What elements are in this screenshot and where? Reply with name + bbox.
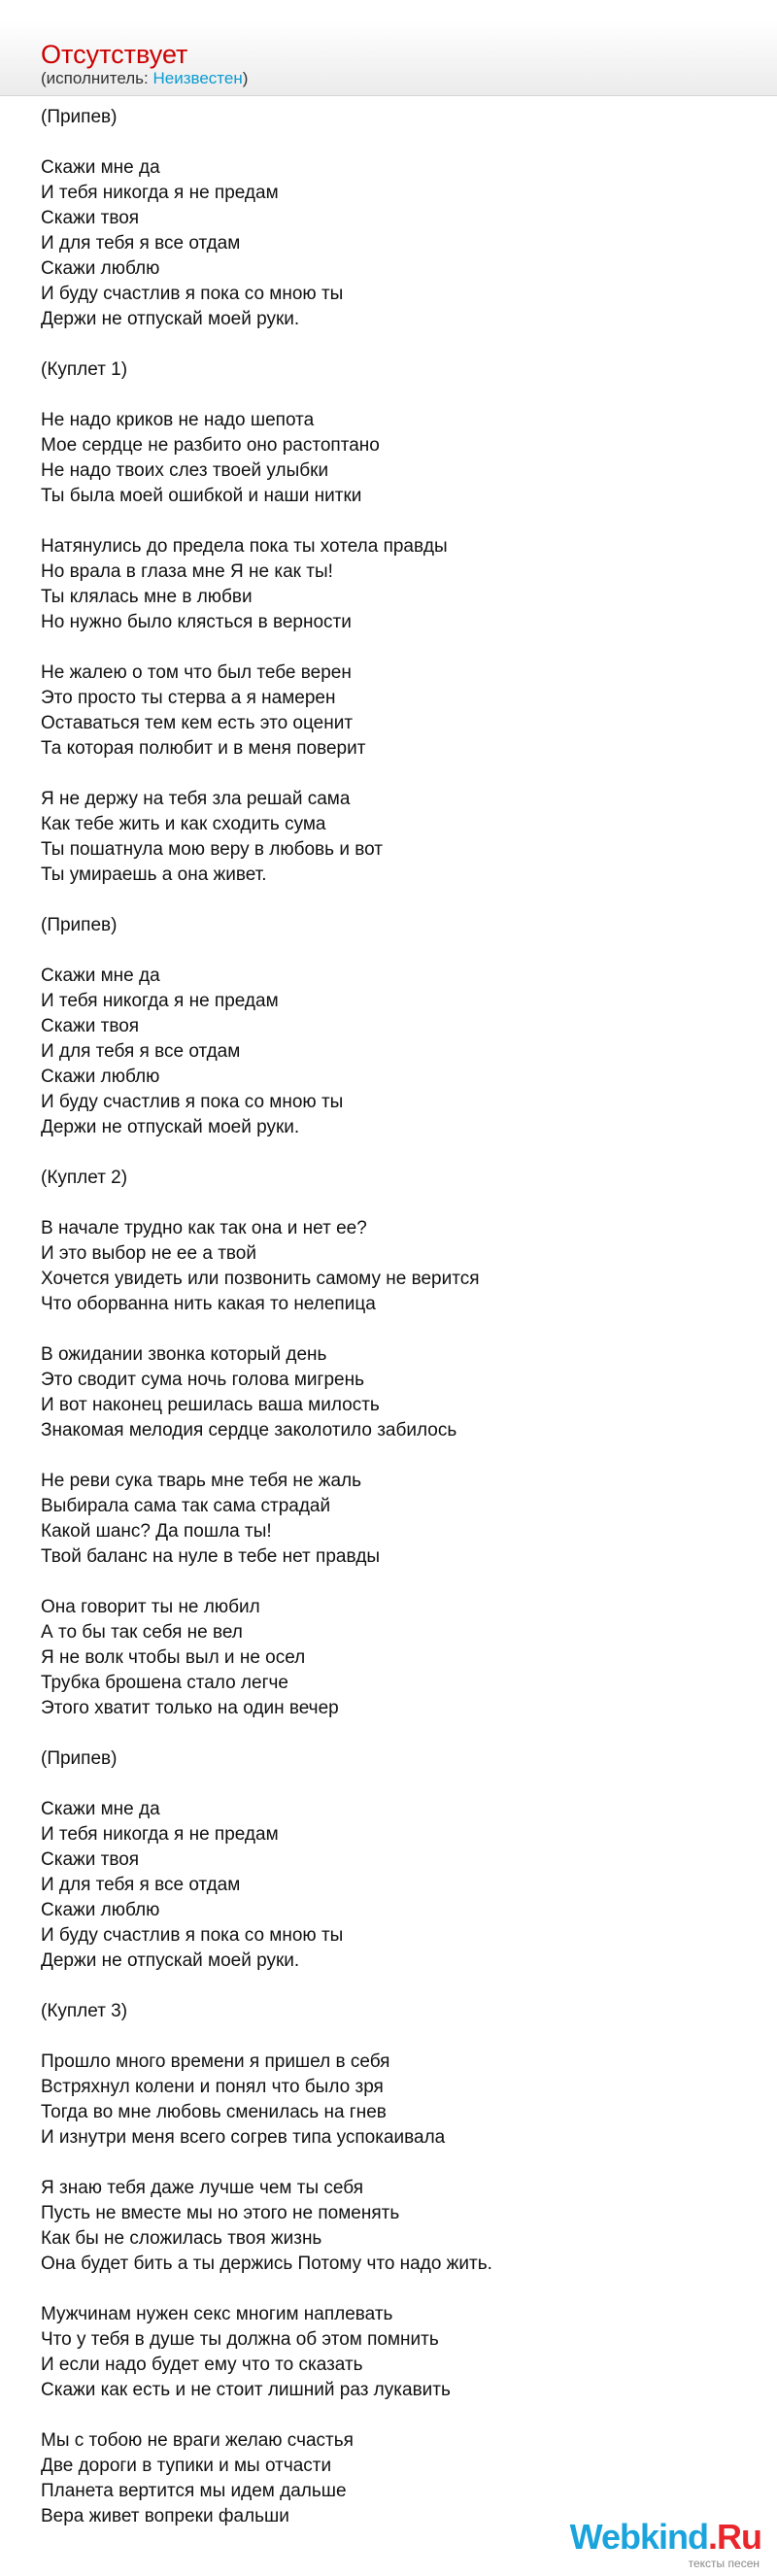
lyric-blank-line: [41, 1317, 760, 1342]
lyric-line: Я знаю тебя даже лучше чем ты себя: [41, 2178, 364, 2198]
logo-wordmark: [570, 2518, 761, 2557]
lyric-line: Это просто ты стерва а я намерен: [41, 688, 336, 708]
lyric-line: Мое сердце не разбито оно растоптано: [41, 435, 380, 456]
lyric-line: Скажи твоя: [41, 1016, 140, 1036]
lyric-line: Это сводит сума ночь голова мигрень: [41, 1370, 365, 1390]
lyric-line: Тогда во мне любовь сменилась на гнев: [41, 2102, 387, 2122]
lyric-line: Не жалею о том что был тебе верен: [41, 662, 352, 683]
lyric-line: Что у тебя в душе ты должна об этом помнить: [41, 2329, 439, 2350]
lyric-line: Скажи твоя: [41, 1849, 140, 1870]
lyric-blank-line: [41, 130, 760, 155]
lyric-line: Скажи мне да: [41, 1799, 160, 1819]
lyric-line: И это выбор не ее а твой: [41, 1243, 256, 1264]
logo-main-text: Webkind: [569, 2517, 708, 2557]
lyric-blank-line: [41, 2403, 760, 2428]
lyric-line: (Куплет 1): [41, 359, 128, 380]
lyric-line: Ты была моей ошибкой и наши нитки: [41, 486, 362, 506]
lyric-line: Мы с тобою не враги желаю счастья: [41, 2430, 354, 2451]
lyric-line: Но врала в глаза мне Я не как ты!: [41, 561, 333, 582]
logo-subtitle: тексты песен: [688, 2557, 760, 2570]
lyric-blank-line: [41, 635, 760, 661]
lyric-line: И буду счастлив я пока со мною ты: [41, 1092, 344, 1112]
lyric-line: (Припев): [41, 1748, 118, 1769]
lyric-line: Ты пошатнула мою веру в любовь и вот: [41, 839, 383, 860]
lyric-line: Скажи мне да: [41, 966, 160, 986]
lyric-line: Не реви сука тварь мне тебя не жаль: [41, 1471, 362, 1491]
lyric-line: Две дороги в тупики и мы отчасти: [41, 2456, 332, 2476]
lyric-line: Не надо твоих слез твоей улыбки: [41, 460, 329, 481]
lyric-line: Оставаться тем кем есть это оценит: [41, 713, 354, 733]
lyric-line: И вот наконец решилась ваша милость: [41, 1395, 380, 1415]
lyric-line: Держи не отпускай моей руки.: [41, 1117, 300, 1137]
lyric-line: Знакомая мелодия сердце заколотило забилось: [41, 1420, 457, 1441]
lyric-blank-line: [41, 938, 760, 964]
lyric-line: Скажи люблю: [41, 258, 160, 279]
lyric-line: Какой шанс? Да пошла ты!: [41, 1521, 272, 1542]
lyric-line: Скажи твоя: [41, 208, 140, 228]
lyric-blank-line: [41, 509, 760, 534]
lyric-line: (Припев): [41, 915, 118, 935]
lyric-blank-line: [41, 1772, 760, 1797]
lyric-line: Хочется увидеть или позвонить самому не верится: [41, 1269, 480, 1289]
lyric-line: Что оборванна нить какая то нелепица: [41, 1294, 376, 1314]
lyric-blank-line: [41, 2151, 760, 2176]
lyric-line: Скажи как есть и не стоит лишний раз лукавить: [41, 2380, 451, 2400]
lyric-line: Вера живет вопреки фальши: [41, 2506, 289, 2526]
lyric-line: Я не волк чтобы выл и не осел: [41, 1647, 306, 1668]
lyric-line: Скажи люблю: [41, 1067, 160, 1087]
lyric-line: И тебя никогда я не предам: [41, 991, 279, 1011]
lyric-line: Она будет бить а ты держись Потому что надо жить.: [41, 2254, 492, 2274]
lyric-line: Она говорит ты не любил: [41, 1597, 260, 1617]
lyric-line: Но нужно было клясться в верности: [41, 612, 352, 632]
lyric-line: Встряхнул колени и понял что было зря: [41, 2077, 384, 2097]
lyric-blank-line: [41, 762, 760, 787]
lyric-line: Твой баланс на нуле в тебе нет правды: [41, 1546, 381, 1567]
lyric-line: Держи не отпускай моей руки.: [41, 1950, 300, 1971]
lyric-line: И для тебя я все отдам: [41, 1875, 241, 1895]
lyric-line: Ты умираешь а она живет.: [41, 864, 267, 885]
logo-domain-text: .Ru: [708, 2517, 761, 2557]
lyric-line: И если надо будет ему что то сказать: [41, 2355, 363, 2375]
lyric-line: Выбирала сама так сама страдай: [41, 1496, 331, 1516]
lyric-blank-line: [41, 332, 760, 357]
lyric-line: Я не держу на тебя зла решай сама: [41, 789, 351, 809]
lyric-blank-line: [41, 1570, 760, 1595]
lyric-line: Не надо криков не надо шепота: [41, 410, 315, 430]
lyric-blank-line: [41, 888, 760, 913]
performer-suffix: ): [242, 69, 249, 87]
lyric-line: (Куплет 2): [41, 1168, 128, 1188]
lyric-line: (Припев): [41, 107, 118, 127]
lyric-blank-line: [41, 1721, 760, 1746]
lyric-blank-line: [41, 2277, 760, 2302]
lyric-line: Как бы не сложилась твоя жизнь: [41, 2228, 322, 2249]
lyric-line: И для тебя я все отдам: [41, 233, 241, 254]
lyric-line: Натянулись до предела пока ты хотела правды: [41, 536, 448, 557]
lyrics-text: [41, 105, 760, 2529]
lyric-line: И тебя никогда я не предам: [41, 183, 279, 203]
lyric-line: И тебя никогда я не предам: [41, 1824, 279, 1845]
lyric-line: (Куплет 3): [41, 2001, 128, 2021]
lyric-line: И буду счастлив я пока со мною ты: [41, 284, 344, 304]
lyric-line: Трубка брошена стало легче: [41, 1673, 288, 1693]
lyric-line: Пусть не вместе мы но этого не поменять: [41, 2203, 400, 2223]
lyric-line: И для тебя я все отдам: [41, 1041, 241, 1062]
lyric-blank-line: [41, 1443, 760, 1469]
lyric-line: Планета вертится мы идем дальше: [41, 2481, 347, 2501]
lyric-line: Скажи мне да: [41, 157, 160, 178]
performer-prefix: (исполнитель:: [41, 69, 153, 87]
lyric-line: Скажи люблю: [41, 1900, 160, 1920]
lyric-line: Прошло много времени я пришел в себя: [41, 2051, 390, 2072]
lyric-line: Как тебе жить и как сходить сума: [41, 814, 326, 834]
lyric-line: Этого хватит только на один вечер: [41, 1698, 339, 1718]
song-title: Отсутствует: [41, 40, 188, 69]
lyric-line: И буду счастлив я пока со мною ты: [41, 1925, 344, 1946]
lyric-blank-line: [41, 383, 760, 408]
performer-link[interactable]: Неизвестен: [152, 69, 243, 87]
performer-line: [41, 69, 248, 88]
lyric-line: Та которая полюбит и в меня поверит: [41, 738, 366, 759]
site-logo[interactable]: [569, 2510, 777, 2576]
lyric-blank-line: [41, 1191, 760, 1216]
lyric-line: Ты клялась мне в любви: [41, 587, 253, 607]
lyric-line: В начале трудно как так она и нет ее?: [41, 1218, 367, 1238]
lyric-line: Держи не отпускай моей руки.: [41, 309, 300, 329]
lyric-line: А то бы так себя не вел: [41, 1622, 243, 1643]
lyric-line: И изнутри меня всего согрев типа успокаивала: [41, 2127, 446, 2148]
lyric-line: В ожидании звонка который день: [41, 1344, 327, 1365]
lyric-blank-line: [41, 2024, 760, 2050]
lyric-blank-line: [41, 1140, 760, 1166]
page-header: [0, 0, 777, 96]
lyric-blank-line: [41, 1974, 760, 1999]
lyric-line: Мужчинам нужен секс многим наплевать: [41, 2304, 393, 2324]
